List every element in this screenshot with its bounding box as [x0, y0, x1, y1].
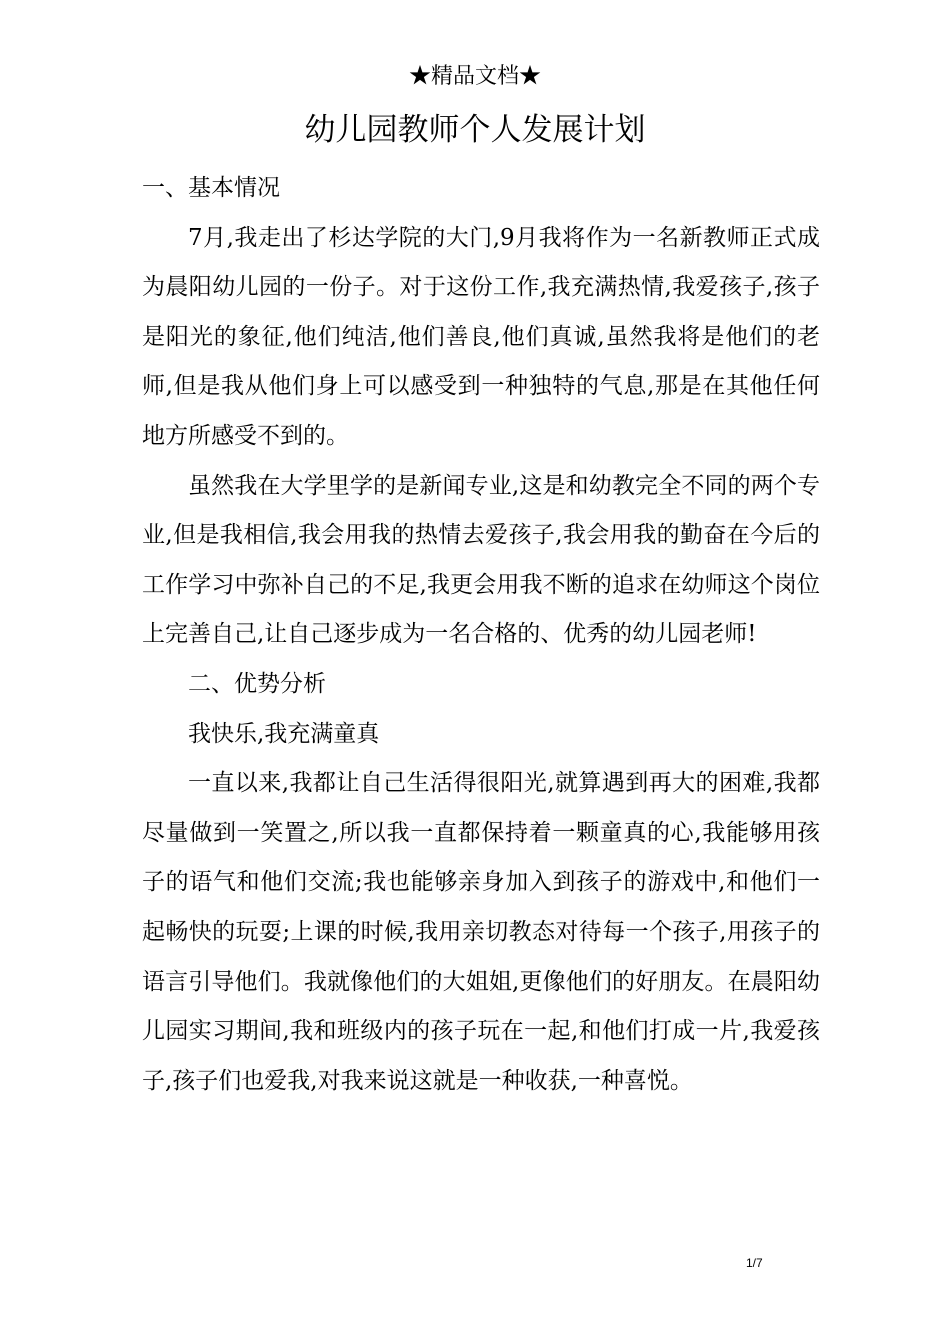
- document-title: 幼儿园教师个人发展计划: [304, 112, 646, 148]
- document-header: ★精品文档★: [408, 64, 541, 89]
- paragraph: 虽然我在大学里学的是新闻专业,这是和幼教完全不同的两个专业,但是我相信,我会用我的热情去爱孩子,我会用我的勤奋在今后的工作学习中弥补自己的不足,我更会用我不断的追求在幼师这个岗位上完善自己,让自己逐步成为一名合格的、优秀的幼儿园老师!: [142, 472, 820, 648]
- page-number: 1/7: [746, 1256, 763, 1270]
- paragraph: 7月,我走出了杉达学院的大门,9月我将作为一名新教师正式成为晨阳幼儿园的一份子。对于这份工作,我充满热情,我爱孩子,孩子是阳光的象征,他们纯洁,他们善良,他们真诚,虽然我将是他们的老师,但是我从他们身上可以感受到一种独特的气息,那是在其他任何地方所感受不到的。: [142, 224, 820, 449]
- section-heading-advantages: 二、优势分析: [188, 670, 326, 697]
- subheading: 我快乐,我充满童真: [188, 720, 380, 747]
- paragraph: 一直以来,我都让自己生活得很阳光,就算遇到再大的困难,我都尽量做到一笑置之,所以我一直都保持着一颗童真的心,我能够用孩子的语气和他们交流;我也能够亲身加入到孩子的游戏中,和他们一起畅快的玩耍;上课的时候,我用亲切教态对待每一个孩子,用孩子的语言引导他们。我就像他们的大姐姐,更像他们的好朋友。在晨阳幼儿园实习期间,我和班级内的孩子玩在一起,和他们打成一片,我爱孩子,孩子们也爱我,对我来说这就是一种收获,一种喜悦。: [142, 770, 820, 1094]
- section-heading-basic: 一、基本情况: [142, 175, 280, 201]
- document-body: [142, 164, 820, 1106]
